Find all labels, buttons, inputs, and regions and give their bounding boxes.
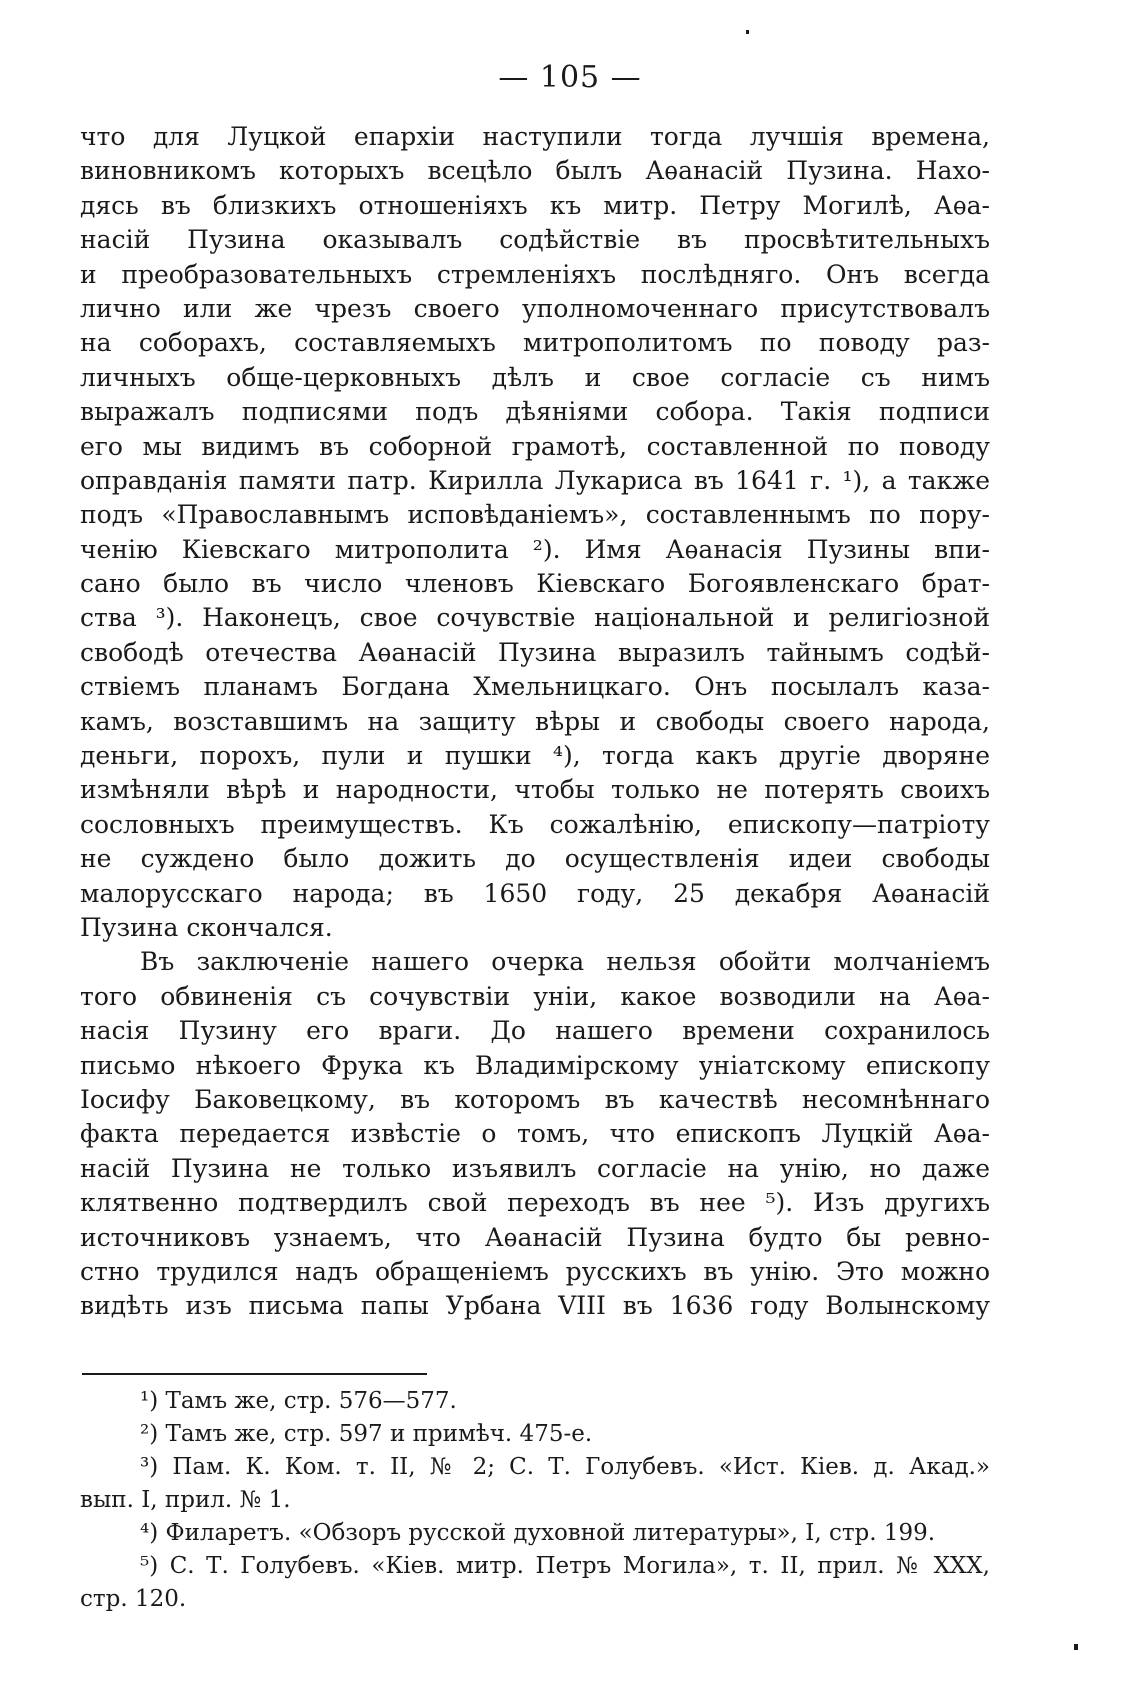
text-line: источниковъ узнаемъ, что Аѳанасій Пузина будто бы ревно- [80, 1222, 990, 1252]
footnotes [80, 1385, 990, 1616]
text-line: выражалъ подписями подъ дѣяніями собора. Такія подписи [80, 397, 990, 427]
text-line: сословныхъ преимуществъ. Къ сожалѣнію, епископу—патріоту [80, 809, 990, 839]
print-speck [1074, 1644, 1078, 1650]
footnote-2: ²) Тамъ же, стр. 597 и примѣч. 475-е. [140, 1421, 593, 1447]
footnote-divider [82, 1373, 427, 1375]
text-line: малорусскаго народа; въ 1650 году, 25 декабря Аѳанасій [80, 878, 990, 908]
text-line: факта передается извѣстіе о томъ, что епископъ Луцкій Аѳа- [80, 1119, 990, 1149]
text-line: того обвиненія съ сочувствіи уніи, какое возводили на Аѳа- [80, 981, 990, 1011]
text-line: деньги, порохъ, пули и пушки ⁴), тогда какъ другіе дворяне [80, 741, 990, 771]
text-line: не суждено было дожить до осуществленія идеи свободы [80, 844, 990, 874]
footnote-3-continued: вып. I, прил. № 1. [80, 1487, 291, 1513]
footnote-5: ⁵) С. Т. Голубевъ. «Кіев. митр. Петръ Могила», т. II, прил. № XXX, [140, 1553, 990, 1579]
text-line: лично или же чрезъ своего уполномоченнаго присутствовалъ [80, 293, 990, 323]
print-speck [746, 30, 749, 34]
page-number: — 105 — [498, 60, 642, 95]
text-line: измѣняли вѣрѣ и народности, чтобы только не потерять своихъ [80, 775, 990, 805]
text-line: и преобразовательныхъ стремленіяхъ послѣдняго. Онъ всегда [80, 259, 990, 289]
text-line: письмо нѣкоего Фрука къ Владимірскому уніатскому епископу [80, 1050, 990, 1080]
footnote-1: ¹) Тамъ же, стр. 576—577. [140, 1388, 457, 1414]
text-line: клятвенно подтвердилъ свой переходъ въ нее ⁵). Изъ другихъ [80, 1188, 990, 1218]
text-line: Іосифу Баковецкому, въ которомъ въ качествѣ несомнѣннаго [80, 1084, 990, 1114]
text-line: насія Пузину его враги. До нашего времени сохранилось [80, 1016, 990, 1046]
text-line: насій Пузина не только изъявилъ согласіе на унію, но даже [80, 1153, 990, 1183]
text-line: личныхъ обще-церковныхъ дѣлъ и свое согласіе съ нимъ [80, 362, 990, 392]
body-text [80, 120, 990, 1324]
text-line: свободѣ отечества Аѳанасій Пузина выразилъ тайнымъ содѣй- [80, 637, 990, 667]
text-line: дясь въ близкихъ отношеніяхъ къ митр. Петру Могилѣ, Аѳа- [80, 190, 990, 220]
text-line: насій Пузина оказывалъ содѣйствіе въ просвѣтительныхъ [80, 225, 990, 255]
text-line: ствіемъ планамъ Богдана Хмельницкаго. Онъ посылалъ каза- [80, 672, 990, 702]
text-line: ства ³). Наконецъ, свое сочувствіе національной и религіозной [80, 603, 990, 633]
text-line: оправданія памяти патр. Кирилла Лукариса въ 1641 г. ¹), а также [80, 465, 990, 495]
footnote-5-continued: стр. 120. [80, 1586, 187, 1612]
text-line: ченію Кіевскаго митрополита ²). Имя Аѳанасія Пузины впи- [80, 534, 990, 564]
text-line: на соборахъ, составляемыхъ митрополитомъ по поводу раз- [80, 328, 990, 358]
text-line: видѣть изъ письма папы Урбана VIII въ 1636 году Волынскому [80, 1291, 990, 1321]
footnote-3: ³) Пам. К. Ком. т. II, № 2; С. Т. Голубевъ. «Ист. Кіев. д. Акад.» [140, 1454, 990, 1480]
text-line: виновникомъ которыхъ всецѣло былъ Аѳанасій Пузина. Нахо- [80, 156, 990, 186]
text-line: сано было въ число членовъ Кіевскаго Богоявленскаго брат- [80, 569, 990, 599]
text-line: его мы видимъ въ соборной грамотѣ, составленной по поводу [80, 431, 990, 461]
text-line: стно трудился надъ обращеніемъ русскихъ въ унію. Это можно [80, 1256, 990, 1286]
paragraph-end-line: Пузина скончался. [80, 912, 333, 942]
paragraph-start-line: Въ заключеніе нашего очерка нельзя обойти молчаніемъ [140, 947, 990, 977]
text-line: что для Луцкой епархіи наступили тогда лучшія времена, [80, 122, 990, 151]
text-line: подъ «Православнымъ исповѣданіемъ», составленнымъ по пору- [80, 500, 990, 530]
text-line: камъ, возставшимъ на защиту вѣры и свободы своего народа, [80, 706, 990, 736]
footnote-4: ⁴) Филаретъ. «Обзоръ русской духовной литературы», I, стр. 199. [140, 1520, 936, 1546]
